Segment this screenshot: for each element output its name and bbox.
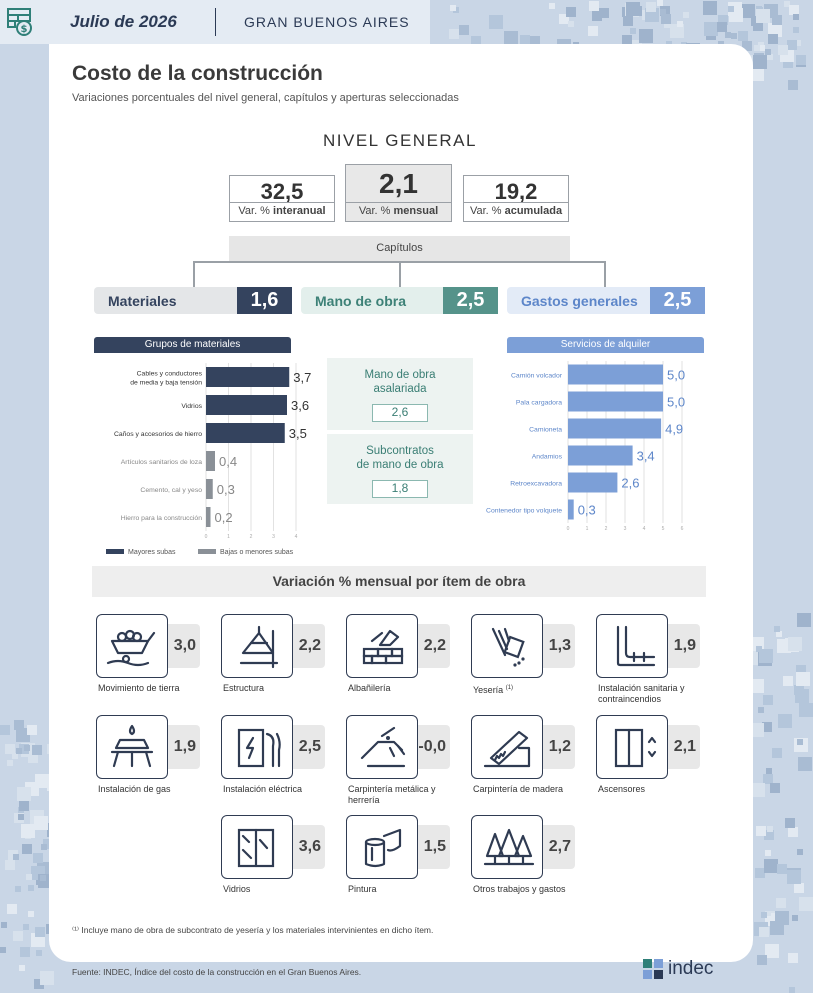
legend-swatch (106, 549, 124, 554)
category-label: Andamios (531, 453, 562, 461)
kpi-mensual (345, 164, 452, 222)
x-tick-label: 3 (272, 534, 275, 540)
category-label: Cemento, cal y yeso (140, 487, 202, 494)
item-value: 2,2 (410, 624, 450, 668)
item-value: 1,9 (160, 725, 200, 769)
bar (568, 473, 617, 493)
chapter-mano-de-obra (301, 287, 498, 314)
bar (568, 392, 663, 412)
category-label: Hierro para la construcción (120, 515, 202, 522)
item-value: 2,5 (285, 725, 325, 769)
bricks-icon (346, 614, 418, 678)
kpi-acumulada-value: 19,2 (494, 179, 538, 204)
x-tick-label: 0 (566, 526, 570, 532)
data-label: 0,3 (216, 482, 235, 497)
kpi-interanual-label: Var. % interanual (230, 202, 334, 221)
category-label: Camión volcador (511, 372, 562, 380)
data-label: 4,9 (665, 421, 684, 437)
item-value: 1,5 (410, 825, 450, 869)
item-value: -0,0 (410, 725, 450, 769)
electric-panel-icon (221, 715, 293, 779)
category-label: Artículos sanitarios de loza (120, 459, 202, 466)
bar (568, 500, 574, 520)
chapter-materiales (94, 287, 292, 314)
item-value: 2,2 (285, 624, 325, 668)
mano-obra-asalariada-box (327, 358, 473, 430)
indec-logo-icon (642, 958, 664, 980)
bar (568, 419, 661, 439)
data-label: 2,6 (621, 475, 640, 491)
subcontratos-box (327, 434, 473, 504)
data-label: 0,4 (219, 454, 238, 469)
kpi-interanual-value: 32,5 (260, 179, 304, 204)
subcontratos-value: 1,8 (372, 480, 428, 498)
item-value: 1,3 (535, 624, 575, 668)
bar (206, 507, 211, 527)
legend-label: Bajas o menores subas (220, 549, 294, 556)
data-label: 5,0 (667, 394, 686, 410)
pipes-icon (596, 614, 668, 678)
window-icon (221, 815, 293, 879)
category-label: Caños y accesorios de hierro (113, 431, 202, 438)
materiales-bar-chart (90, 355, 312, 556)
category-label: Retroexcavadora (510, 480, 562, 488)
header-separator (215, 8, 216, 36)
tree-connector (604, 261, 606, 287)
legend-swatch (198, 549, 216, 554)
trees-icon (471, 815, 543, 879)
item-label: Carpintería de madera (473, 784, 564, 794)
x-tick-label: 3 (623, 526, 627, 532)
x-tick-label: 1 (227, 534, 230, 540)
header-bar (0, 0, 430, 44)
bar (206, 395, 287, 415)
item-value: 2,1 (660, 725, 700, 769)
data-label: 5,0 (667, 367, 686, 383)
tree-connector (193, 261, 195, 287)
item-label: Albañilería (348, 683, 391, 693)
data-label: 3,6 (291, 398, 310, 413)
item-label: Otros trabajos y gastos (473, 884, 566, 894)
data-label: 0,2 (214, 510, 233, 525)
chapter-mano-de-obra-value: 2,5 (443, 287, 498, 314)
item-label: Vidrios (223, 884, 251, 894)
chapter-gastos-generales (507, 287, 705, 314)
chapter-materiales-name: Materiales (108, 292, 177, 309)
bar (568, 365, 663, 385)
gas-burner-icon (96, 715, 168, 779)
chapter-materiales-value: 1,6 (237, 287, 292, 314)
category-label: de media y baja tensión (130, 379, 202, 387)
chapter-gastos-generales-value: 2,5 (650, 287, 705, 314)
x-tick-label: 2 (249, 534, 253, 540)
legend-label: Mayores subas (128, 549, 176, 556)
indec-wordmark: indec (668, 958, 714, 979)
data-label: 3,4 (636, 448, 655, 464)
bar (568, 446, 633, 466)
bar (206, 479, 213, 499)
item-label: Yesería $^{(1)}$ (473, 685, 514, 695)
subcontratos-label: Subcontratos (366, 445, 434, 457)
kpi-interanual (229, 175, 335, 222)
kpi-acumulada-label: Var. % acumulada (464, 202, 568, 221)
page-title: Costo de la construcción (72, 62, 323, 85)
bar (206, 451, 215, 471)
elevator-icon (596, 715, 668, 779)
structure-icon (221, 614, 293, 678)
x-tick-label: 2 (604, 526, 608, 532)
welding-icon (346, 715, 418, 779)
x-tick-label: 6 (680, 526, 684, 532)
plaster-icon (471, 614, 543, 678)
item-label: Instalación eléctrica (223, 784, 303, 794)
item-label: Pintura (348, 884, 377, 894)
saw-icon (471, 715, 543, 779)
materiales-chart-title: Grupos de materiales (94, 337, 291, 353)
category-label: Contenedor tipo volquete (486, 507, 562, 515)
servicios-chart-title: Servicios de alquiler (507, 337, 704, 353)
x-tick-label: 4 (294, 534, 298, 540)
capitulos-label: Capítulos (229, 236, 570, 261)
category-label: Cables y conductores (136, 370, 202, 378)
data-label: 0,3 (577, 502, 596, 518)
mano-obra-asalariada-label-2: asalariada (373, 383, 427, 395)
x-tick-label: 0 (204, 534, 208, 540)
item-value: 3,0 (160, 624, 200, 668)
mano-obra-asalariada-label: Mano de obra (364, 369, 436, 381)
svg-text:$: $ (20, 24, 28, 35)
data-label: 3,7 (293, 370, 312, 385)
category-label: Pala cargadora (515, 399, 562, 407)
bar (206, 423, 285, 443)
page-subtitle: Variaciones porcentuales del nivel general, capítulos y aperturas seleccionadas (72, 92, 459, 104)
data-label: 3,5 (288, 426, 307, 441)
bar (206, 367, 289, 387)
chapter-mano-de-obra-name: Mano de obra (315, 292, 407, 309)
mano-obra-asalariada-value: 2,6 (372, 404, 428, 422)
kpi-acumulada (463, 175, 569, 222)
kpi-mensual-label: Var. % mensual (346, 202, 451, 221)
wheelbarrow-icon (96, 614, 168, 678)
report-region: GRAN BUENOS AIRES (244, 14, 410, 30)
variacion-heading: Variación % mensual por ítem de obra (92, 566, 706, 597)
cost-logo-icon (0, 0, 40, 44)
nivel-general-heading: NIVEL GENERAL (323, 131, 477, 150)
category-label: Vidrios (181, 403, 202, 410)
indec-logo (642, 958, 713, 980)
x-tick-label: 4 (642, 526, 646, 532)
item-label: Ascensores (598, 784, 646, 794)
category-label: Camioneta (529, 426, 562, 434)
item-value: 2,7 (535, 825, 575, 869)
item-label: Carpintería metálica y herrería (348, 784, 436, 805)
footnote: ⁽¹⁾ Incluye mano de obra de subcontrato de yesería y los materiales intervinientes en dicho ítem. (72, 925, 434, 935)
source-note: Fuente: INDEC, Índice del costo de la construcción en el Gran Buenos Aires. (72, 967, 362, 977)
chapter-gastos-generales-name: Gastos generales (521, 292, 638, 309)
item-value: 1,2 (535, 725, 575, 769)
x-tick-label: 5 (661, 526, 665, 532)
item-label: Estructura (223, 683, 265, 693)
subcontratos-label-2: de mano de obra (356, 459, 444, 471)
x-tick-label: 1 (585, 526, 589, 532)
item-value: 3,6 (285, 825, 325, 869)
kpi-mensual-value: 2,1 (379, 168, 418, 199)
report-date: Julio de 2026 (70, 12, 177, 31)
item-label: Instalación de gas (98, 784, 171, 794)
servicios-bar-chart (470, 355, 710, 535)
tree-connector (399, 261, 401, 287)
item-label: Movimiento de tierra (98, 683, 180, 693)
item-value: 1,9 (660, 624, 700, 668)
item-label: Instalación sanitaria y contraincendios (598, 683, 685, 704)
paint-bucket-icon (346, 815, 418, 879)
